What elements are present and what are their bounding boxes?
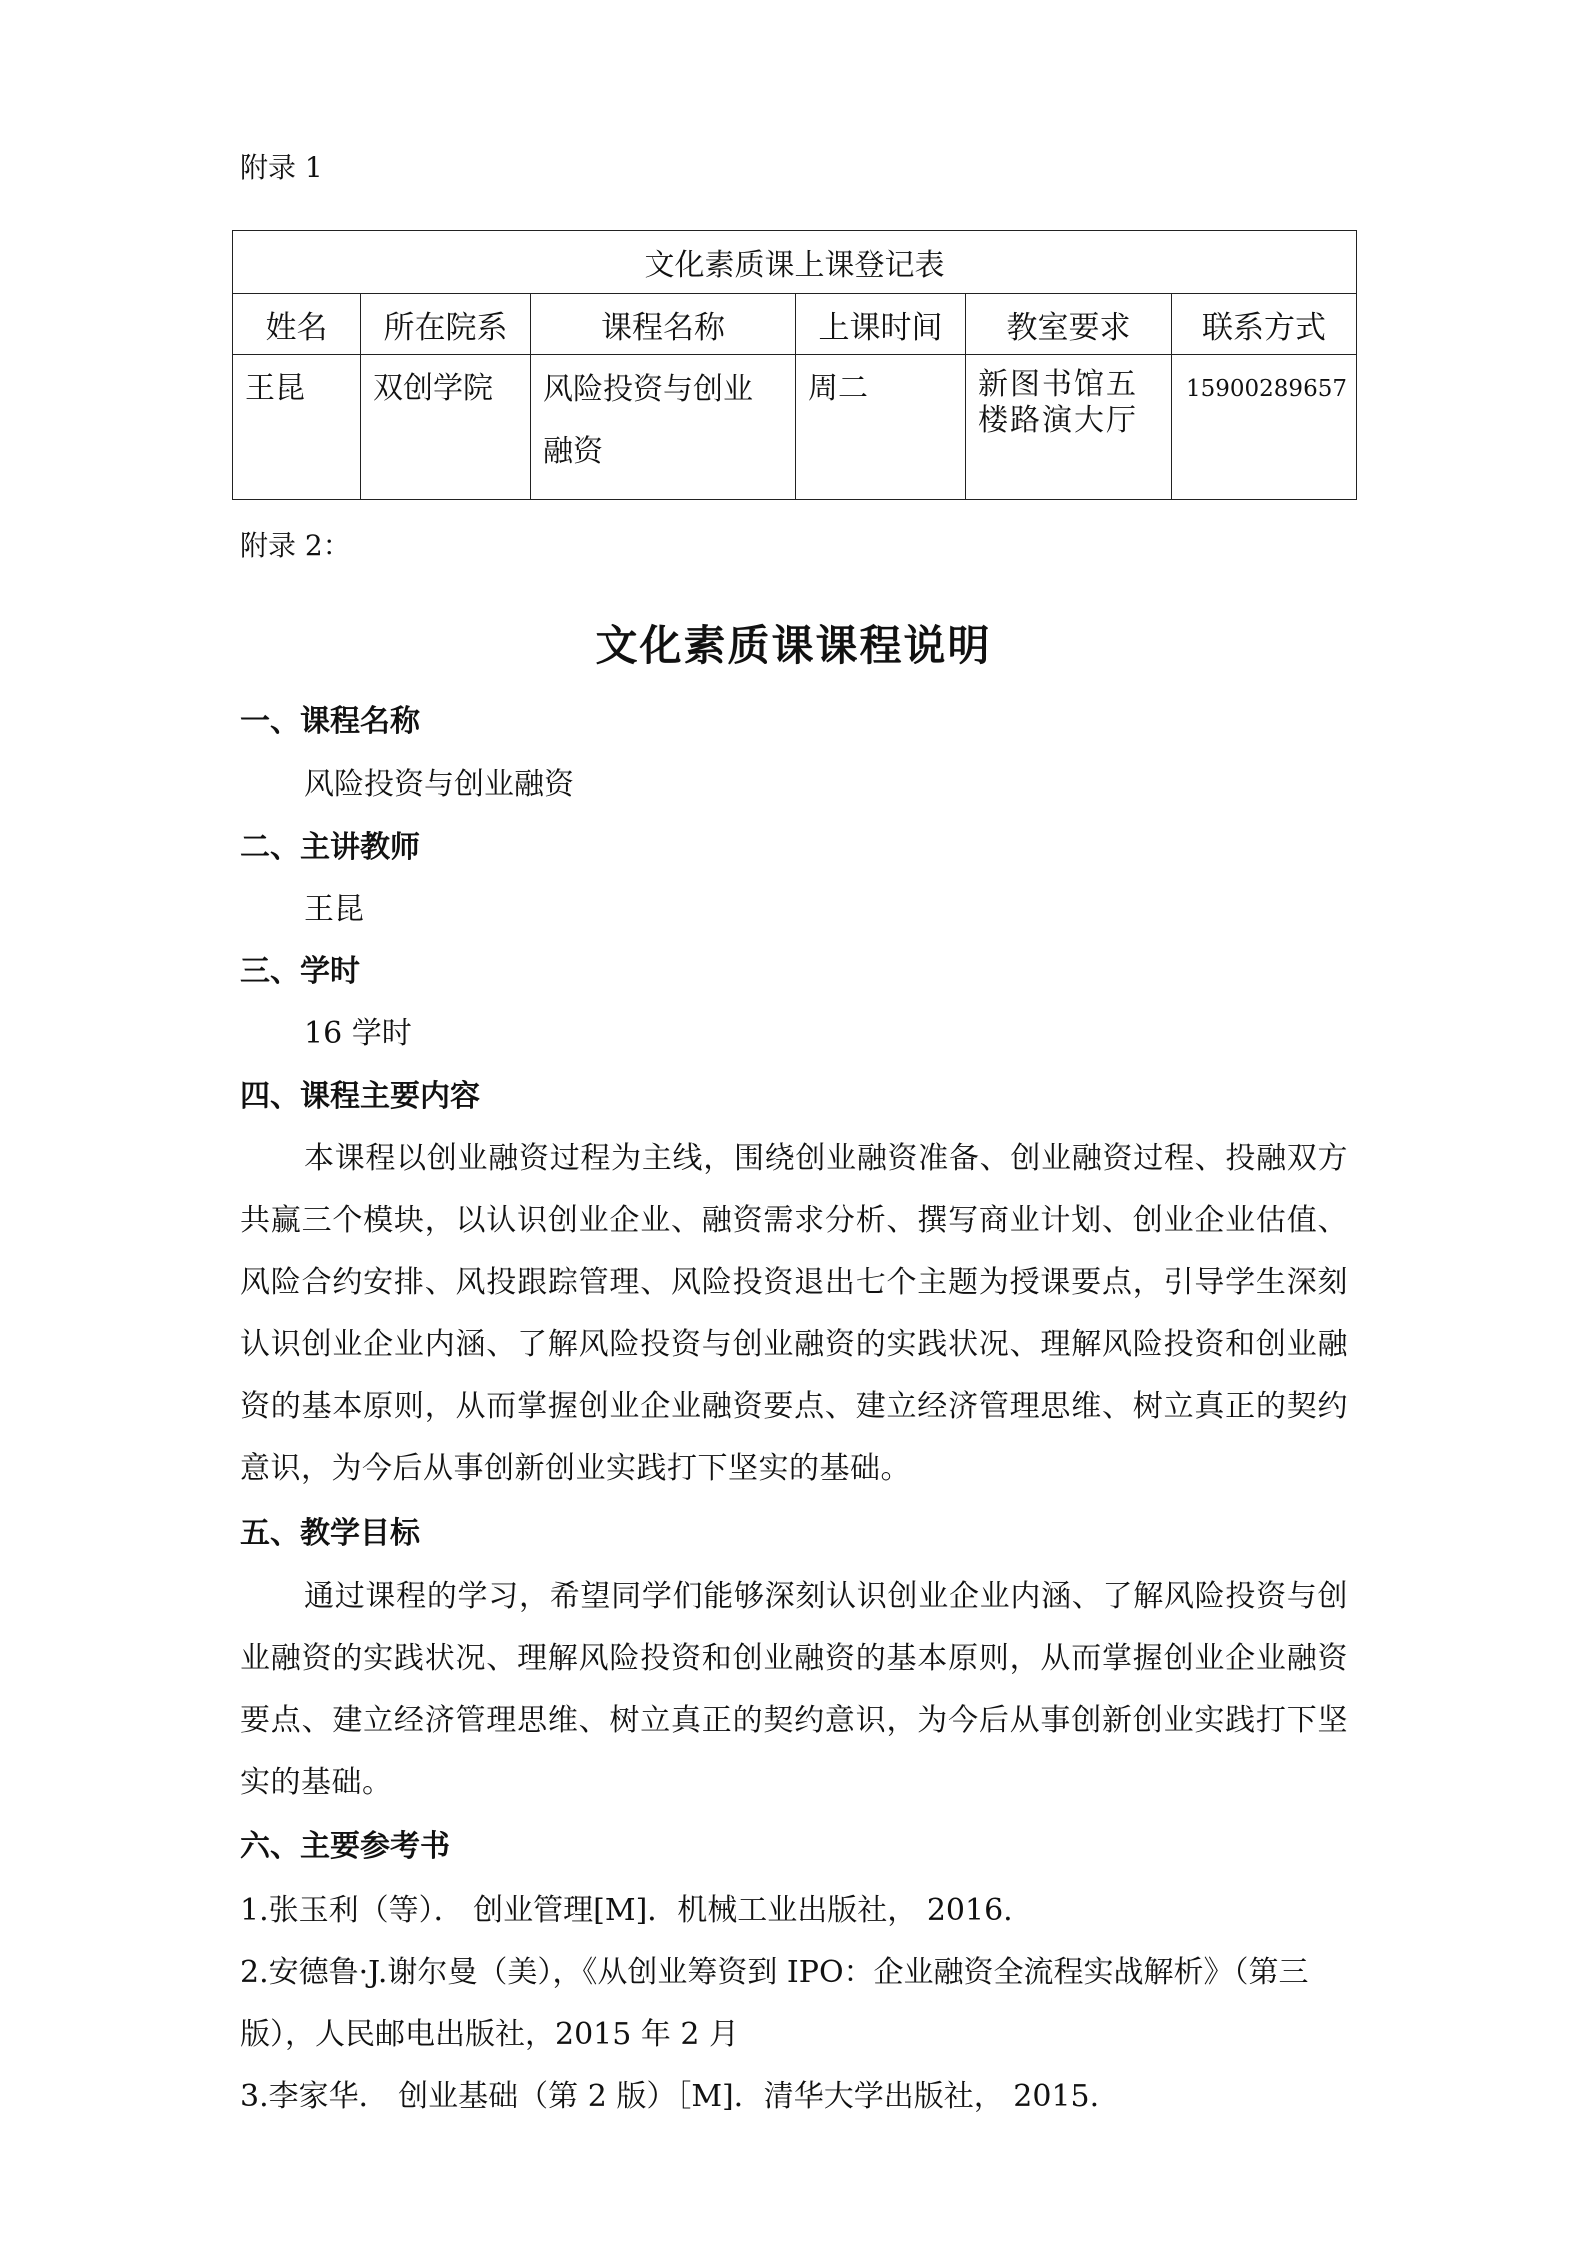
section-3-body: 16 学时 bbox=[304, 1016, 412, 1051]
reference-3: 3.李家华． 创业基础（第 2 版）［M]．清华大学出版社， 2015. bbox=[240, 2079, 1100, 2114]
header-name: 姓名 bbox=[233, 294, 361, 355]
section-4-body: 本课程以创业融资过程为主线，围绕创业融资准备、创业融资过程、投融双方共赢三个模块，以认识创业企业、融资需求分析、撰写商业计划、创业企业估值、风险合约安排、风投跟踪管理、风险投资退出七个主题为授课要点，引导学生深刻认识创业企业内涵、了解风险投资与创业融资的实践状况、理解风险投资和创业融资的基本原则，从而掌握创业企业融资要点、建立经济管理思维、树立真正的契约意识，为今后从事创新创业实践打下坚实的基础。 bbox=[240, 1141, 1348, 1486]
cell-department: 双创学院 bbox=[361, 355, 531, 500]
reference-1: 1.张玉利（等）． 创业管理[M]．机械工业出版社， 2016. bbox=[240, 1893, 1013, 1928]
cell-course bbox=[531, 355, 796, 500]
cell-time: 周二 bbox=[796, 355, 966, 500]
section-1-body: 风险投资与创业融资 bbox=[304, 767, 574, 802]
cell-classroom-line2: 楼路演大厅 bbox=[978, 403, 1138, 438]
section-5-heading: 五、教学目标 bbox=[240, 1516, 420, 1551]
reference-2: 2.安德鲁·J.谢尔曼（美），《从创业筹资到 IPO：企业融资全流程实战解析》（第三版），人民邮电出版社，2015 年 2 月 bbox=[240, 1955, 1309, 2052]
cell-course-line1: 风险投资与创业 bbox=[543, 372, 753, 407]
section-2-body: 王昆 bbox=[304, 892, 364, 927]
header-classroom: 教室要求 bbox=[966, 294, 1172, 355]
appendix-1-label: 附录 1 bbox=[240, 151, 323, 184]
section-5-body: 通过课程的学习，希望同学们能够深刻认识创业企业内涵、了解风险投资与创业融资的实践状况、理解风险投资和创业融资的基本原则，从而掌握创业企业融资要点、建立经济管理思维、树立真正的契约意识，为今后从事创新创业实践打下坚实的基础。 bbox=[240, 1579, 1348, 1800]
registration-table bbox=[232, 230, 1357, 500]
cell-classroom bbox=[966, 355, 1172, 500]
header-time: 上课时间 bbox=[796, 294, 966, 355]
header-course: 课程名称 bbox=[531, 294, 796, 355]
section-3-heading: 三、学时 bbox=[240, 954, 360, 989]
cell-course-line2: 融资 bbox=[543, 434, 603, 469]
registration-table-title: 文化素质课上课登记表 bbox=[233, 231, 1357, 294]
appendix-2-label: 附录 2： bbox=[240, 529, 351, 562]
section-4-heading: 四、课程主要内容 bbox=[240, 1079, 480, 1114]
section-6-heading: 六、主要参考书 bbox=[240, 1829, 450, 1864]
cell-contact: 15900289657 bbox=[1172, 355, 1357, 500]
section-1-heading: 一、课程名称 bbox=[240, 704, 420, 739]
section-2-heading: 二、主讲教师 bbox=[240, 830, 420, 865]
header-contact: 联系方式 bbox=[1172, 294, 1357, 355]
document-title: 文化素质课课程说明 bbox=[595, 621, 992, 670]
cell-name: 王昆 bbox=[233, 355, 361, 500]
header-department: 所在院系 bbox=[361, 294, 531, 355]
cell-classroom-line1: 新图书馆五 bbox=[978, 367, 1138, 402]
